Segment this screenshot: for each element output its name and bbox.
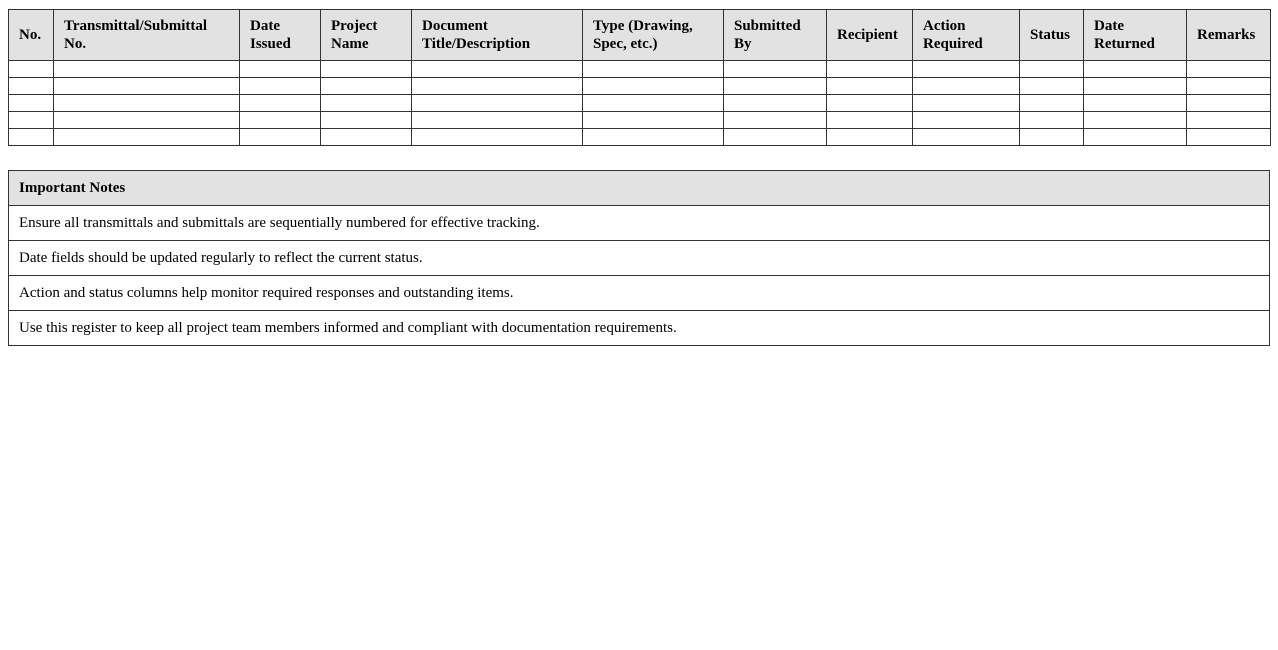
note-row (9, 206, 1270, 241)
table-cell[interactable] (54, 78, 240, 95)
important-notes-table (8, 170, 1270, 346)
table-cell[interactable] (1084, 112, 1187, 129)
table-cell[interactable] (240, 112, 321, 129)
table-cell[interactable] (240, 78, 321, 95)
table-cell[interactable] (321, 95, 412, 112)
table-cell[interactable] (240, 61, 321, 78)
column-header-document-title-description: Document Title/Description (412, 10, 583, 61)
column-header-remarks: Remarks (1187, 10, 1271, 61)
table-cell[interactable] (1020, 78, 1084, 95)
note-item: Date fields should be updated regularly to reflect the current status. (9, 241, 1270, 276)
column-header-action-required: Action Required (913, 10, 1020, 61)
transmittal-register-table (8, 9, 1271, 146)
register-header-row (9, 10, 1271, 61)
table-cell[interactable] (321, 129, 412, 146)
table-cell[interactable] (1187, 129, 1271, 146)
table-cell[interactable] (412, 61, 583, 78)
column-header-submitted-by: Submitted By (724, 10, 827, 61)
table-cell[interactable] (412, 78, 583, 95)
table-cell[interactable] (321, 112, 412, 129)
table-cell[interactable] (321, 61, 412, 78)
table-cell[interactable] (1187, 78, 1271, 95)
note-row (9, 241, 1270, 276)
table-row (9, 129, 1271, 146)
table-cell[interactable] (1020, 95, 1084, 112)
table-cell[interactable] (913, 129, 1020, 146)
column-header-status: Status (1020, 10, 1084, 61)
table-cell[interactable] (1020, 61, 1084, 78)
table-cell[interactable] (583, 95, 724, 112)
table-row (9, 112, 1271, 129)
note-item: Use this register to keep all project team members informed and compliant with documentation requirements. (9, 311, 1270, 346)
table-cell[interactable] (827, 61, 913, 78)
table-cell[interactable] (54, 129, 240, 146)
note-item: Action and status columns help monitor required responses and outstanding items. (9, 276, 1270, 311)
table-cell[interactable] (1187, 112, 1271, 129)
table-cell[interactable] (724, 95, 827, 112)
table-cell[interactable] (1020, 129, 1084, 146)
table-cell[interactable] (240, 129, 321, 146)
table-row (9, 78, 1271, 95)
table-cell[interactable] (9, 95, 54, 112)
table-row (9, 61, 1271, 78)
table-cell[interactable] (724, 129, 827, 146)
table-cell[interactable] (9, 61, 54, 78)
table-cell[interactable] (412, 129, 583, 146)
table-cell[interactable] (54, 61, 240, 78)
table-cell[interactable] (913, 61, 1020, 78)
table-cell[interactable] (412, 112, 583, 129)
column-header-transmittal-submittal-no: Transmittal/Submittal No. (54, 10, 240, 61)
table-cell[interactable] (1084, 61, 1187, 78)
table-cell[interactable] (1084, 129, 1187, 146)
table-cell[interactable] (1020, 112, 1084, 129)
table-cell[interactable] (583, 78, 724, 95)
table-cell[interactable] (9, 129, 54, 146)
table-cell[interactable] (724, 61, 827, 78)
column-header-type-drawing-spec-etc: Type (Drawing, Spec, etc.) (583, 10, 724, 61)
table-cell[interactable] (54, 112, 240, 129)
table-cell[interactable] (9, 112, 54, 129)
notes-header-row (9, 171, 1270, 206)
table-cell[interactable] (583, 129, 724, 146)
table-cell[interactable] (827, 129, 913, 146)
table-cell[interactable] (54, 95, 240, 112)
table-cell[interactable] (412, 95, 583, 112)
table-cell[interactable] (1187, 95, 1271, 112)
table-cell[interactable] (1084, 78, 1187, 95)
column-header-date-issued: Date Issued (240, 10, 321, 61)
note-row (9, 311, 1270, 346)
table-cell[interactable] (321, 78, 412, 95)
table-row (9, 95, 1271, 112)
table-cell[interactable] (240, 95, 321, 112)
register-body (9, 61, 1271, 146)
table-cell[interactable] (583, 61, 724, 78)
column-header-project-name: Project Name (321, 10, 412, 61)
notes-title: Important Notes (9, 171, 1270, 206)
table-cell[interactable] (827, 95, 913, 112)
column-header-recipient: Recipient (827, 10, 913, 61)
table-cell[interactable] (913, 95, 1020, 112)
table-cell[interactable] (913, 78, 1020, 95)
table-cell[interactable] (724, 112, 827, 129)
note-row (9, 276, 1270, 311)
table-cell[interactable] (913, 112, 1020, 129)
table-cell[interactable] (583, 112, 724, 129)
table-cell[interactable] (827, 78, 913, 95)
table-cell[interactable] (827, 112, 913, 129)
table-cell[interactable] (9, 78, 54, 95)
note-item: Ensure all transmittals and submittals are sequentially numbered for effective tracking. (9, 206, 1270, 241)
page-content (8, 9, 1270, 346)
table-cell[interactable] (1187, 61, 1271, 78)
table-cell[interactable] (724, 78, 827, 95)
column-header-date-returned: Date Returned (1084, 10, 1187, 61)
table-cell[interactable] (1084, 95, 1187, 112)
column-header-no: No. (9, 10, 54, 61)
